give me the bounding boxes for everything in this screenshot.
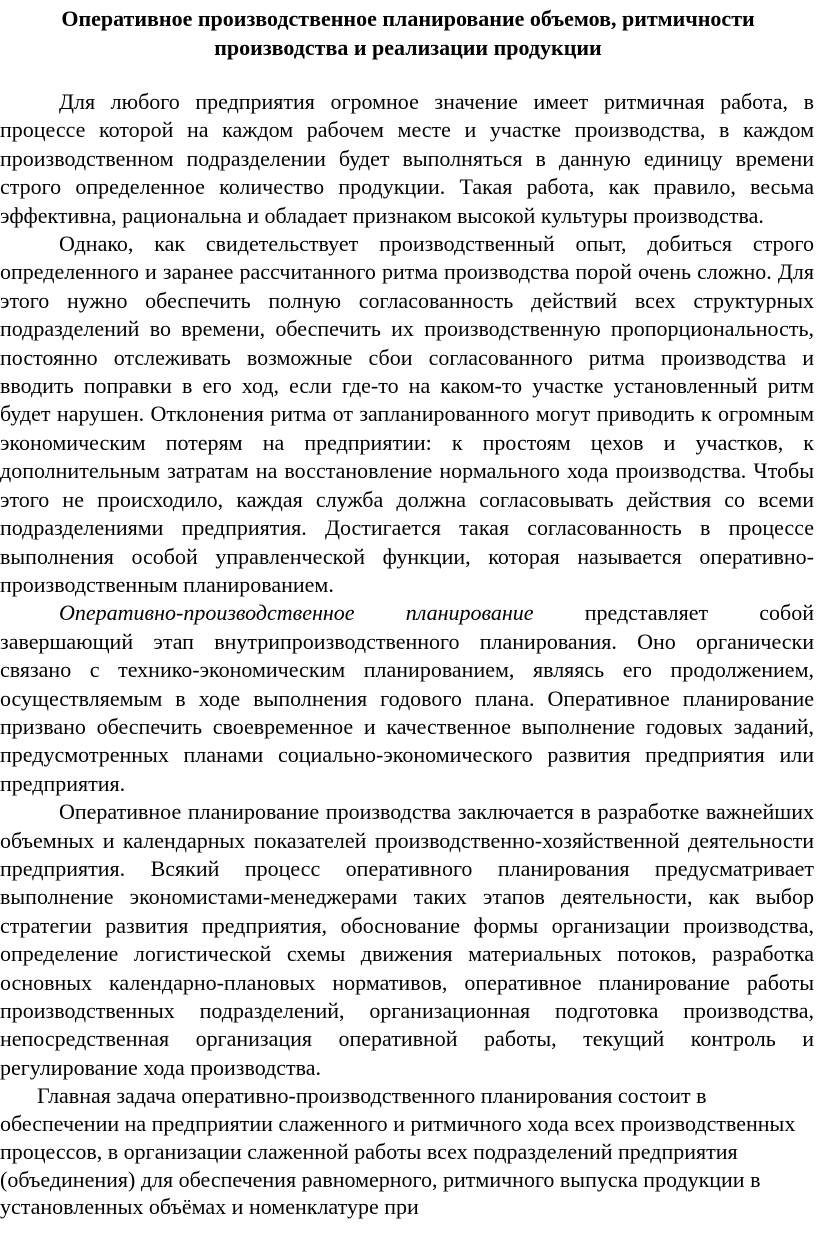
paragraph-rhythm-difficulty: Однако, как свидетельствует производственный опыт, добиться строго определенного и заранее рассчитанного ритма производства порой очень сложно. Для этого нужно обеспечить полную согласованность действий всех структурных подразделений во времени, обеспечить их производственную пропорциональность, постоянно отслеживать возможные сбои согласованного ритма производства и вводить поправки в его ход, если где-то на каком-то участке установленный ритм будет нарушен. Отклонения ритма от запланированного могут приводить к огромным экономическим потерям на предприятии: к простоям цехов и участков, к дополнительным затратам на восстановление нормального хода производства. Чтобы этого не происходило, каждая служба должна согласовывать действия со всеми подразделениями предприятия. Достигается такая согласованность в процессе выполнения особой управленческой функции, которая называется оперативно-производственным планированием. bbox=[0, 231, 814, 597]
paragraph-operational-planning-definition bbox=[0, 599, 814, 798]
paragraph-text: представляет собой завершающий этап внутрипроизводственного планирования. Оно органически связано с технико-экономическим планированием, являясь его продолжением, осуществляемым в ходе выполнения годового плана. Оперативное планирование призвано обеспечить своевременное и качественное выполнение годовых заданий, предусмотренных планами социально-экономического развития предприятия или предприятия. bbox=[0, 600, 814, 796]
paragraph-planning-stages: Оперативное планирование производства заключается в разработке важнейших объемных и календарных показателей производственно-хозяйственной деятельности предприятия. Всякий процесс оперативного планирования предусматривает выполнение экономистами-менеджерами таких этапов деятельности, как выбор стратегии развития предприятия, обоснование формы организации производства, определение логистической схемы движения материальных потоков, разработка основных календарно-плановых нормативов, оперативное планирование работы производственных подразделений, организационная подготовка производства, непосредственная организация оперативной работы, текущий контроль и регулирование хода производства. bbox=[0, 799, 814, 1080]
document-body bbox=[0, 88, 816, 1221]
italic-term: Оперативно-производственное планирование bbox=[59, 600, 534, 626]
paragraph-rhythmic-work: Для любого предприятия огромное значение имеет ритмичная работа, в процессе которой на каждом рабочем месте и участке производства, в каждом производственном подразделении будет выполняться в данную единицу времени строго определенное количество продукции. Такая работа, как правило, весьма эффективна, рациональна и обладает признаком высокой культуры производства. bbox=[0, 89, 814, 228]
document-title: Оперативное производственное планирование объемов, ритмичности производства и реализации продукции bbox=[61, 6, 755, 60]
paragraph-main-task: Главная задача оперативно-производственного планирования состоит в обеспечении на предприятии слаженного и ритмичного хода всех производственных процессов, в организации слаженной работы всех подразделений предприятия (объединения) для обеспечения равномерного, ритмичного выпуска продукции в установленных объёмах и номенклатуре при bbox=[0, 1083, 796, 1220]
